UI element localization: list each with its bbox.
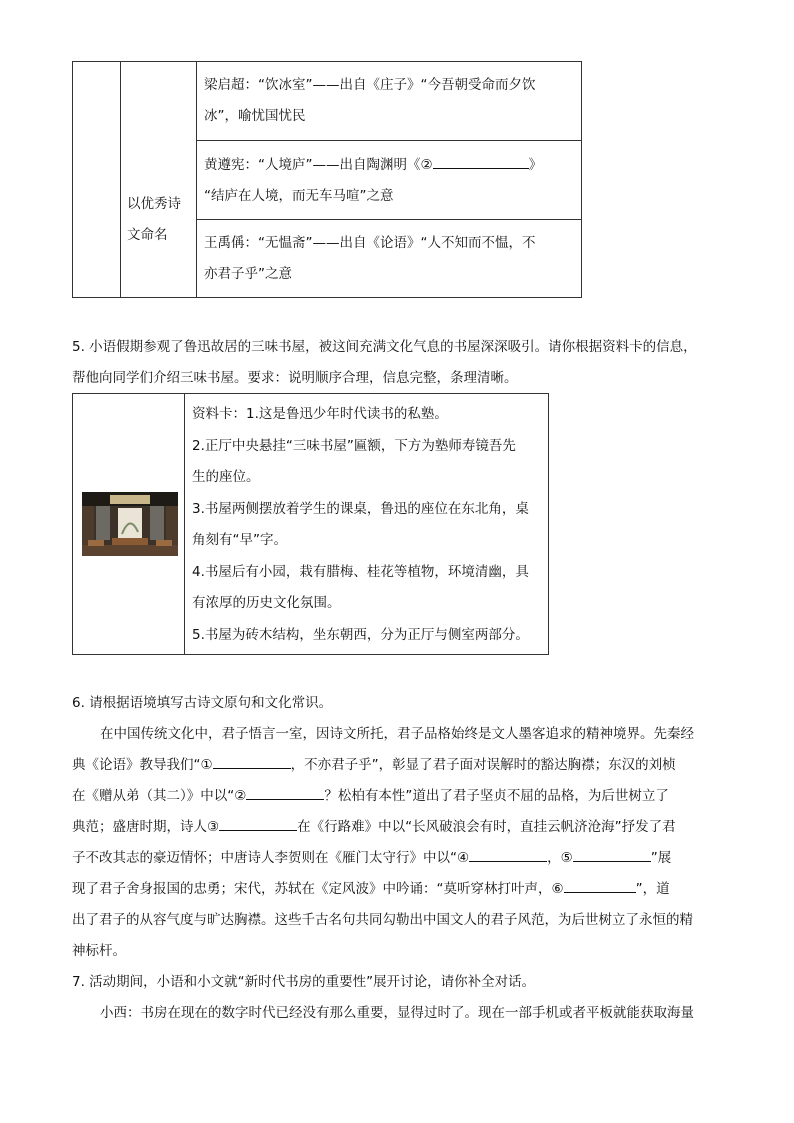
row-text: 亦君子乎”之意 <box>204 266 292 282</box>
category-label-line: 以优秀诗 <box>127 196 181 212</box>
answer-blank-3[interactable] <box>219 815 297 831</box>
card-line: 4.书屋后有小园，栽有腊梅、桂花等植物，环境清幽，具 <box>192 564 529 580</box>
row-text-part: 》 <box>528 157 543 173</box>
row-text <box>204 150 542 181</box>
card-line: 生的座位。 <box>192 469 260 485</box>
answer-blank-2[interactable] <box>246 784 324 800</box>
text-part: 在《行路难》中以“长风破浪会有时，直挂云帆济沧海”抒发了君 <box>297 819 676 835</box>
question-text <box>72 781 722 812</box>
table-row <box>204 150 542 212</box>
table-divider <box>196 219 581 220</box>
question-text: 5. 小语假期参观了鲁迅故居的三味书屋，被这间充满文化气息的书屋深深吸引。请你根据资料卡的信息， <box>72 339 697 355</box>
question-text: 帮他向同学们介绍三味书屋。要求：说明顺序合理，信息完整，条理清晰。 <box>72 370 518 386</box>
card-line: 资料卡：1.这是鲁迅少年时代读书的私塾。 <box>192 406 448 422</box>
text-part: ”，道 <box>635 881 670 897</box>
naming-table <box>72 61 582 298</box>
question-text <box>72 874 722 905</box>
category-label-line: 文命名 <box>127 227 168 243</box>
table-divider <box>184 394 185 654</box>
category-label <box>127 189 181 251</box>
text-part: ？松柏有本性”道出了君子坚贞不屈的品格，为后世树立了 <box>324 788 669 804</box>
text-part: ”展 <box>650 850 672 866</box>
row-text-part: 黄遵宪：“人境庐”——出自陶渊明《② <box>204 157 433 173</box>
row-text: “结庐在人境，而无车马喧”之意 <box>204 188 394 204</box>
question-7-title: 7. 活动期间，小语和小文就“新时代书房的重要性”展开讨论，请你补全对话。 <box>72 974 536 990</box>
answer-blank[interactable] <box>433 153 529 169</box>
text-part: 现了君子舍身报国的忠勇；宋代，苏轼在《定风波》中吟诵：“莫听穿林打叶声，⑥ <box>72 881 564 897</box>
row-text: 冰”，喻忧国忧民 <box>204 108 306 124</box>
question-text <box>72 750 722 781</box>
table-divider <box>196 62 197 297</box>
card-line: 有浓厚的历史文化氛围。 <box>192 595 341 611</box>
answer-blank-6[interactable] <box>564 877 636 893</box>
text-part: 在《赠从弟（其二）》中以“② <box>72 788 247 804</box>
question-5 <box>72 332 722 394</box>
question-text: 神标杆。 <box>72 943 126 959</box>
question-text <box>72 812 722 843</box>
table-row <box>204 228 535 290</box>
question-text: 在中国传统文化中，君子悟言一室，因诗文所托，君子品格始终是文人墨客追求的精神境界。先秦经 <box>100 726 694 742</box>
table-row <box>204 70 535 132</box>
card-line: 角刻有“早”字。 <box>192 532 287 548</box>
table-divider <box>196 140 581 141</box>
resource-card-table <box>72 393 549 655</box>
text-part: 典范；盛唐时期，诗人③ <box>72 819 220 835</box>
answer-blank-5[interactable] <box>573 846 651 862</box>
text-part: 典《论语》教导我们“① <box>72 757 213 773</box>
answer-blank-1[interactable] <box>213 753 291 769</box>
question-text: 出了君子的从容气度与旷达胸襟。这些千古名句共同勾勒出中国文人的君子风范，为后世树立了永恒的精 <box>72 912 693 928</box>
row-text: 梁启超：“饮冰室”——出自《庄子》“今吾朝受命而夕饮 <box>204 77 536 93</box>
text-part: ，⑤ <box>547 850 573 866</box>
text-part: ，不亦君子乎”，彰显了君子面对误解时的豁达胸襟；东汉的刘桢 <box>290 757 676 773</box>
card-line: 5.书屋为砖木结构，坐东朝西，分为正厅与侧室两部分。 <box>192 627 529 643</box>
question-6-title: 6. 请根据语境填写古诗文原句和文化常识。 <box>72 695 333 711</box>
question-text <box>72 843 722 874</box>
study-room-image <box>82 492 178 556</box>
card-line: 3.书屋两侧摆放着学生的课桌，鲁迅的座位在东北角，桌 <box>192 501 529 517</box>
question-text: 小西：书房在现在的数字时代已经没有那么重要，显得过时了。现在一部手机或者平板就能获取海量 <box>100 1005 694 1021</box>
row-text: 王禹偁：“无愠斋”——出自《论语》“人不知而不愠，不 <box>204 235 536 251</box>
text-part: 子不改其志的豪迈情怀；中唐诗人李贺则在《雁门太守行》中以“④ <box>72 850 470 866</box>
card-line: 2.正厅中央悬挂“三味书屋”匾额，下方为塾师寿镜吾先 <box>192 438 516 454</box>
sanwei-study-photo <box>82 492 178 556</box>
table-divider <box>120 62 121 297</box>
answer-blank-4[interactable] <box>469 846 547 862</box>
